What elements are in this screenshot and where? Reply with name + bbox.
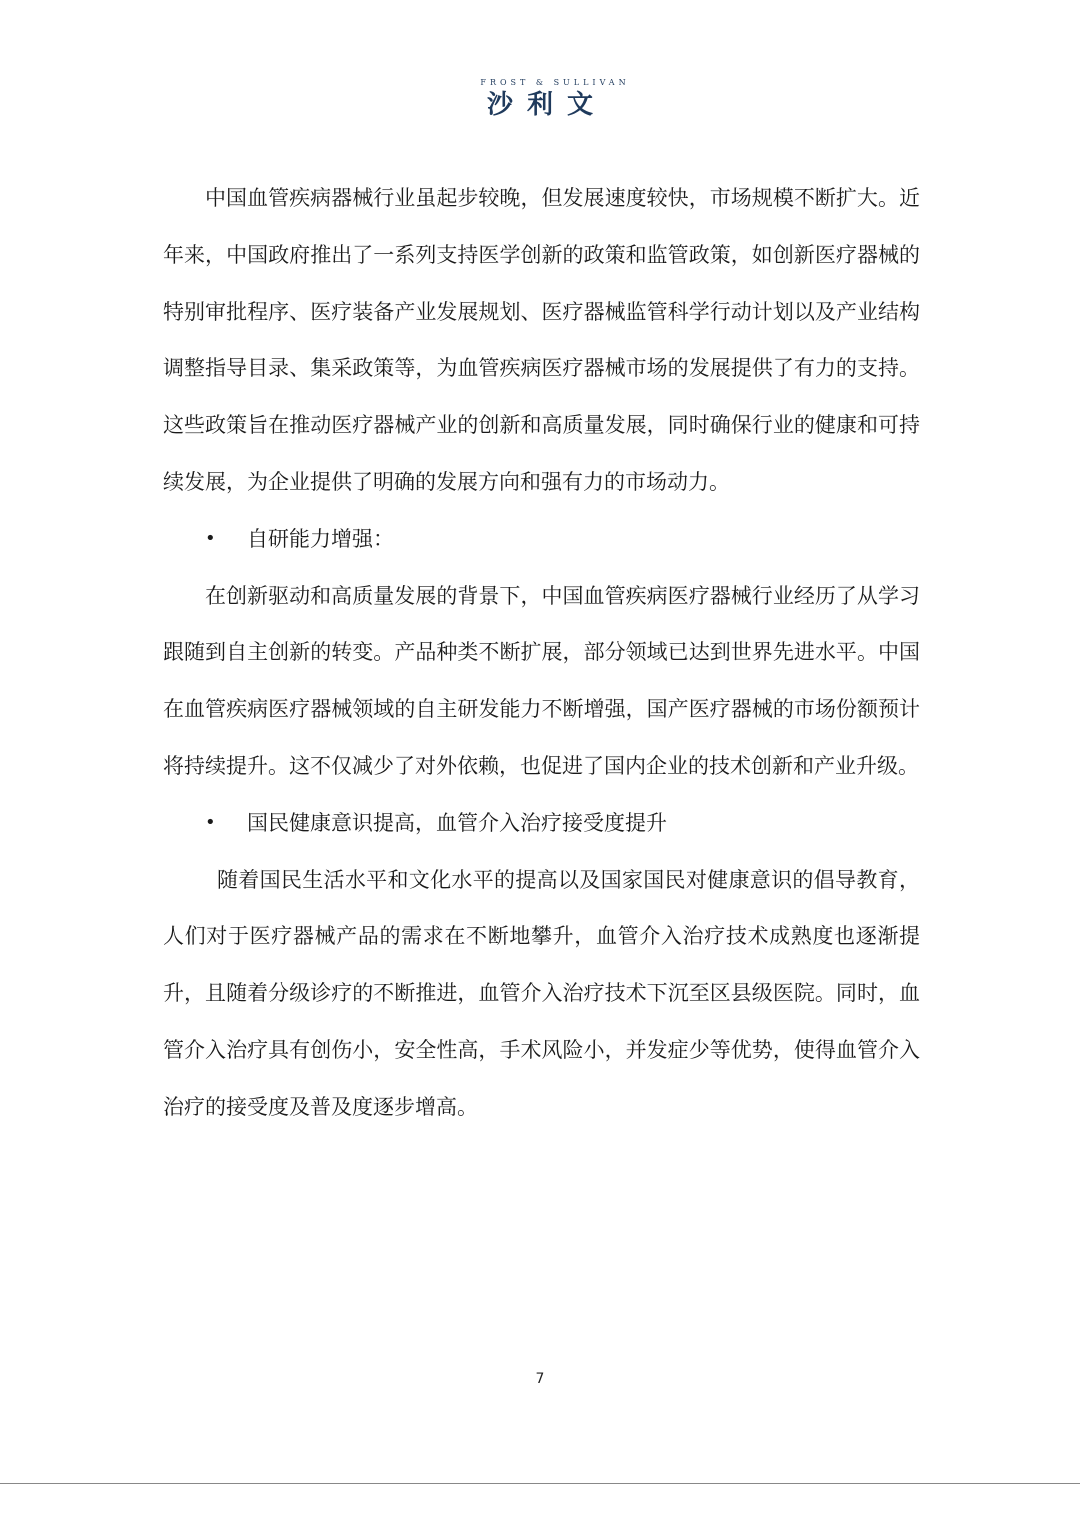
bullet-icon: • [205, 811, 216, 833]
bullet-item-rd-capability [163, 511, 920, 568]
bullet-text: 自研能力增强： [247, 526, 394, 551]
bullet-icon: • [205, 527, 216, 549]
footer-divider [0, 1483, 1080, 1484]
paragraph-innovation: 在创新驱动和高质量发展的背景下，中国血管疾病医疗器械行业经历了从学习跟随到自主创新的转变。产品种类不断扩展，部分领域已达到世界先进水平。中国在血管疾病医疗器械领域的自主研发能力不断增强，国产医疗器械的市场份额预计将持续提升。这不仅减少了对外依赖，也促进了国内企业的技术创新和产业升级。 [163, 583, 920, 778]
paragraph-policy-support: 中国血管疾病器械行业虽起步较晚，但发展速度较快，市场规模不断扩大。近年来，中国政府推出了一系列支持医学创新的政策和监管政策，如创新医疗器械的特别审批程序、医疗装备产业发展规划、医疗器械监管科学行动计划以及产业结构调整指导目录、集采政策等，为血管疾病医疗器械市场的发展提供了有力的支持。这些政策旨在推动医疗器械产业的创新和高质量发展，同时确保行业的健康和可持续发展，为企业提供了明确的发展方向和强有力的市场动力。 [163, 186, 920, 494]
header-logo [0, 78, 1080, 120]
logo-english-text: FROST & SULLIVAN [480, 78, 630, 87]
page-number: 7 [535, 1371, 545, 1387]
bullet-text: 国民健康意识提高，血管介入治疗接受度提升 [247, 810, 667, 835]
bullet-item-health-awareness [163, 795, 920, 852]
document-body [163, 170, 920, 1136]
paragraph-interventional-acceptance: 随着国民生活水平和文化水平的提高以及国家国民对健康意识的倡导教育，人们对于医疗器械产品的需求在不断地攀升，血管介入治疗技术成熟度也逐渐提升，且随着分级诊疗的不断推进，血管介入治疗技术下沉至区县级医院。同时，血管介入治疗具有创伤小，安全性高，手术风险小，并发症少等优势，使得血管介入治疗的接受度及普及度逐步增高。 [163, 867, 920, 1119]
logo-chinese-text: 沙利文 [486, 90, 607, 120]
